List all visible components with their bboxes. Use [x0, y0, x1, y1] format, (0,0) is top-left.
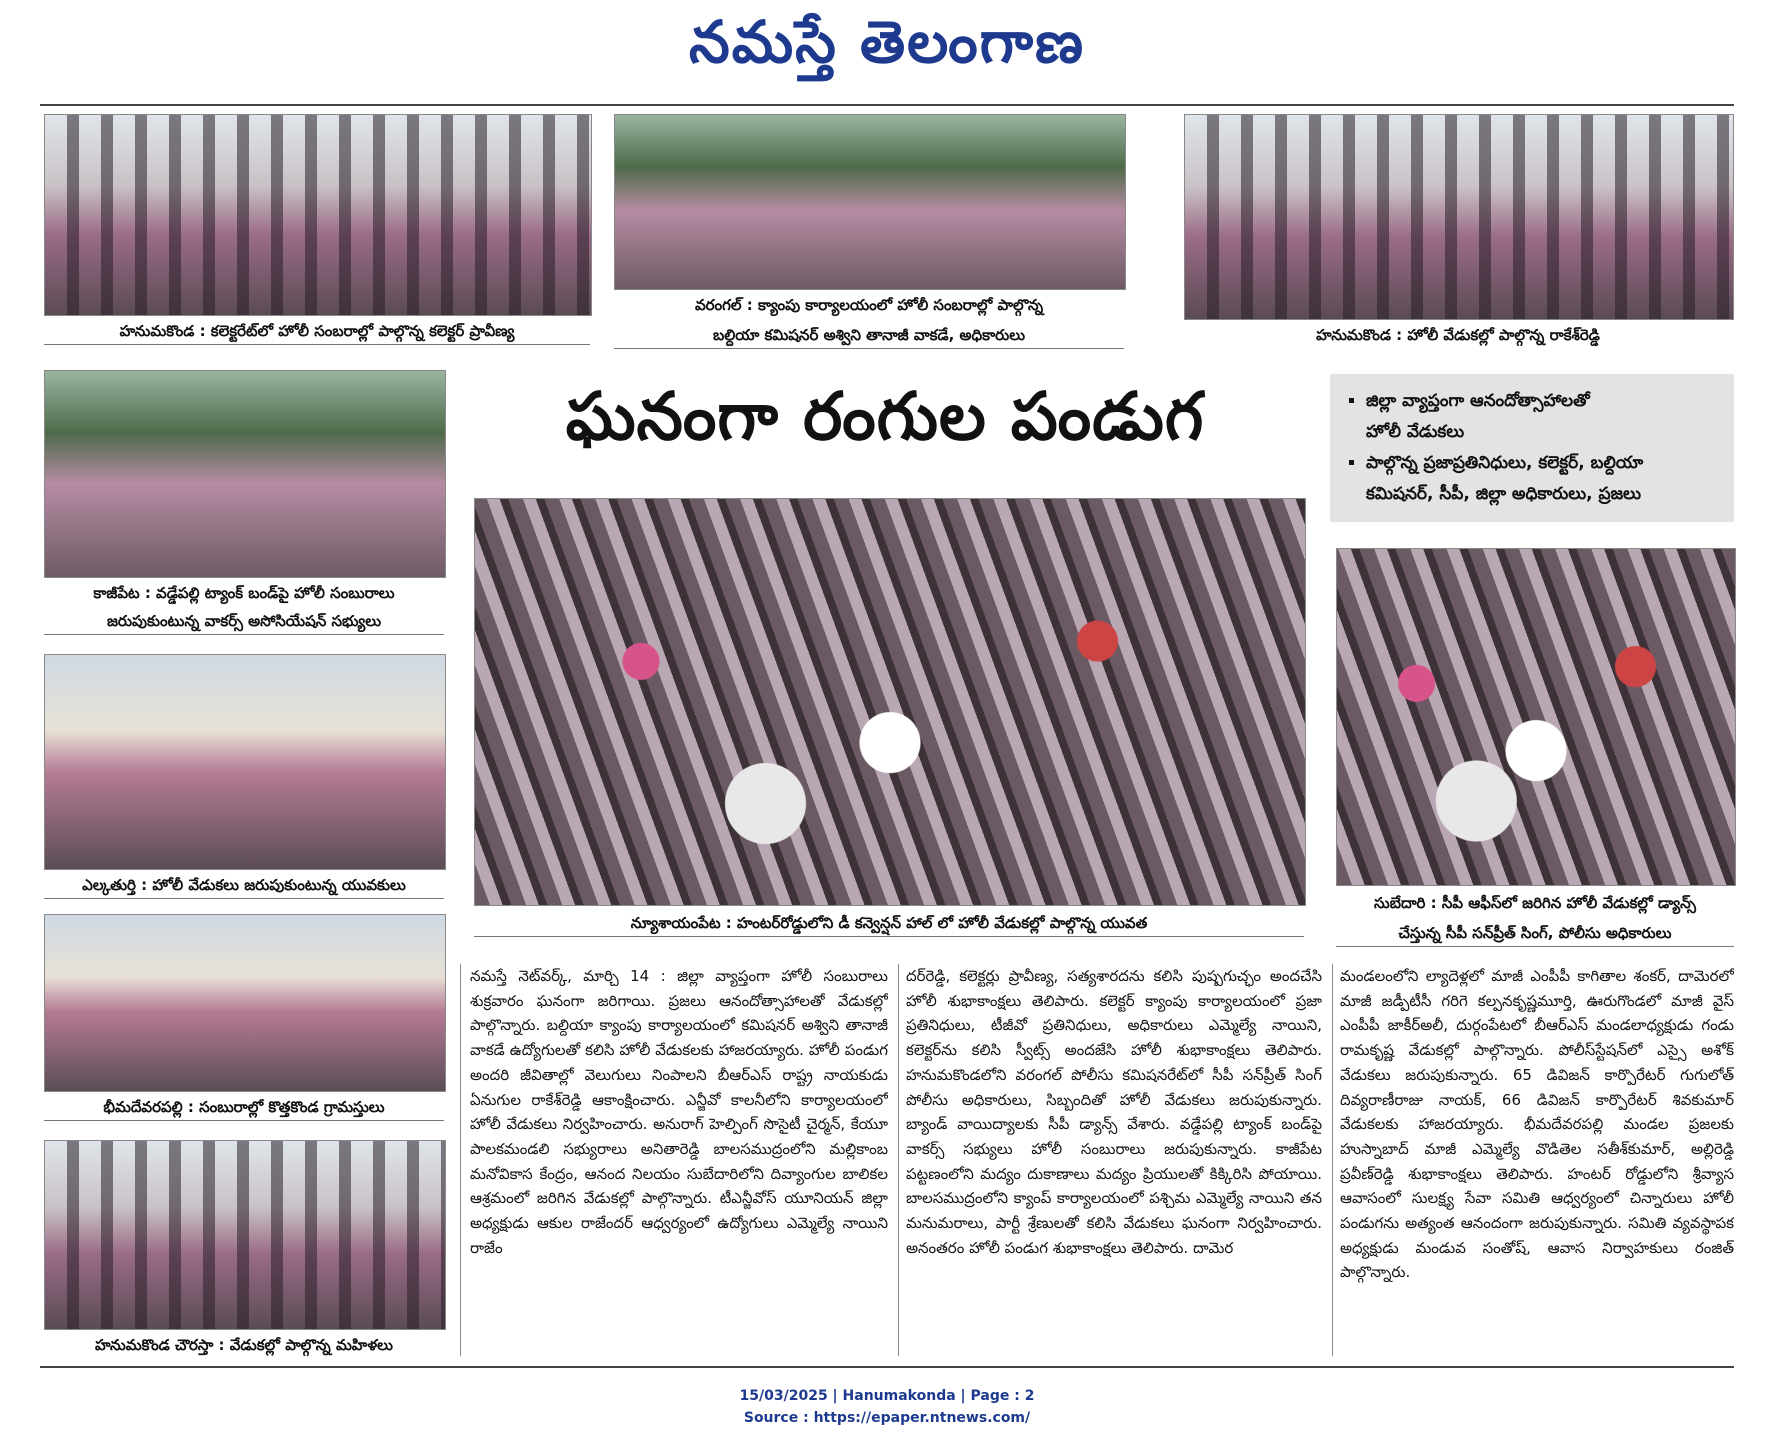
photo-elkathurthi: [44, 654, 446, 870]
caption-cp-office-line2: చేస్తున్న సీపీ సన్‌ప్రీత్ సింగ్, పోలీసు అధికారులు: [1336, 924, 1734, 947]
photo-hanumakonda-chowrasta: [44, 1140, 446, 1330]
photo-collectorate: [44, 114, 592, 316]
highlight-line: పాల్గొన్న ప్రజాప్రతినిధులు, కలెక్టర్, బల్దియా: [1366, 453, 1644, 473]
masthead-title: నమస్తే తెలంగాణ: [689, 8, 1085, 76]
photo-camp-office: [614, 114, 1126, 290]
caption-camp-office-line1: వరంగల్ : క్యాంపు కార్యాలయంలో హోలీ సంబరాల్లో పాల్గొన్న: [694, 296, 1044, 314]
footer-source: Source : https://epaper.ntnews.com/: [743, 1410, 1031, 1426]
photo-bheemadevarapalli: [44, 914, 446, 1092]
highlight-line: జిల్లా వ్యాప్తంగా ఆనందోత్సాహాలతో: [1366, 391, 1590, 411]
photo-d-convention-hall: [474, 498, 1306, 906]
column-divider: [898, 964, 899, 1356]
photo-rakesh-reddy: [1184, 114, 1734, 320]
highlights-box: [1330, 374, 1734, 522]
caption-bheemadevarapalli: భీమదేవరపల్లి : సంబురాల్లో కొత్తకొండ గ్రామస్తులు: [44, 1098, 444, 1121]
caption-cp-office-line1: సుబేదారి : సీపీ ఆఫీస్‌లో జరిగిన హోలీ వేడుకల్లో డ్యాన్స్: [1373, 894, 1697, 912]
photo-kazipet: [44, 370, 446, 578]
article-column-1: [470, 964, 888, 1360]
column-divider: [460, 964, 461, 1356]
column-divider: [1332, 964, 1333, 1356]
article-paragraph: దర్‌రెడ్డి, కలెక్టర్లు ప్రావీణ్య, సత్యశారదను కలిసి పుష్పగుచ్ఛం అందచేసి హోలీ శుభాకాంక్షలు తెలిపారు. కలెక్టర్ క్యాంపు కార్యాలయంలో ప్రజా ప్రతినిధులు, టీజీవో ప్రతినిధులు, అధికారులు ఎమ్మెల్యే నాయిని, కలెక్టర్‌ను కలిసి స్వీట్స్ అందజేసి హోలీ శుభాకాంక్షలు తెలిపారు. హనుమకొండలోని వరంగల్ పోలీసు కమిషనరేట్‌లో సీపీ సన్‌ప్రీత్ సింగ్ పోలీసు అధికారులు, సిబ్బందితో హోలీ వేడుకలు జరుపుకున్నారు. బ్యాండ్ వాయిద్యాలకు సీపీ డ్యాన్స్ వేశారు. వడ్డేపల్లి ట్యాంక్ బండ్‌పై వాకర్స్ సభ్యులు హోలీ సంబురాలు జరుపుకున్నారు. కాజీపేట పట్టణంలోని మద్యం దుకాణాలు మద్యం ప్రియులతో కిక్కిరిసి పోయాయి. బాలసముద్రంలోని క్యాంప్ కార్యాలయంలో పశ్చిమ ఎమ్మెల్యే నాయిని తన మనుమరాలు, పార్టీ శ్రేణులతో కలిసి వేడుకలు ఘనంగా నిర్వహించారు. అనంతరం హోలీ పండుగ శుభాకాంక్షలు తెలిపారు. దామెర: [906, 967, 1322, 1257]
masthead-rule: [40, 104, 1734, 106]
caption-d-convention-hall: న్యూశాయంపేట : హంటర్‌రోడ్డులోని డీ కన్వెన్షన్ హాల్ లో హోలీ వేడుకల్లో పాల్గొన్న యువత: [474, 914, 1304, 937]
article-paragraph: మండలంలోని ల్యాదెళ్లలో మాజీ ఎంపీపీ కాగితాల శంకర్, దామెరలో మాజీ జడ్పీటీసీ గరిగె కల్పనకృష్ణమూర్తి, ఊరుగొండలో మాజీ వైస్ ఎంపీపీ జాకీర్‌అలీ, దుర్గంపేటలో బీఆర్ఎస్ మండలాధ్యక్షుడు గండు రామకృష్ణ వేడుకల్లో పాల్గొన్నారు. పోలీస్‌స్టేషన్‌లో ఎస్సై అశోక్ వేడుకలు జరుపుకున్నారు. 65 డివిజన్ కార్పొరేటర్ గుగులోత్ దివ్యరాణీరాజు నాయక్, 66 డివిజన్ కార్పొరేటర్ శివకుమార్ వేడుకలకు హాజరయ్యారు. భీమదేవరపల్లి మండల ప్రజలకు హుస్నాబాద్ మాజీ ఎమ్మెల్యే వొడితెల సతీశ్‌కుమార్, అల్లిరెడ్డి ప్రవీణ్‌రెడ్డి శుభాకాంక్షలు తెలిపారు. హంటర్ రోడ్డులోని శ్రీవ్యాస ఆవాసంలో సులక్ష్య సేవా సమితి ఆధ్వర్యంలో చిన్నారులు హోలీ పండుగను అత్యంత ఆనందంగా జరుపుకున్నారు. సమితి వ్యవస్థాపక అధ్యక్షుడు మండువ సంతోష్, ఆవాస నిర్వాహకులు రంజిత్ పాల్గొన్నారు.: [1340, 967, 1734, 1282]
highlight-line: హోలీ వేడుకలు: [1366, 422, 1465, 442]
caption-hanumakonda-chowrasta: హనుమకొండ చౌరస్తా : వేడుకల్లో పాల్గొన్న మహిళలు: [95, 1336, 393, 1354]
footer-rule: [40, 1366, 1734, 1368]
highlight-line: కమిషనర్, సీపీ, జిల్లా అధికారులు, ప్రజలు: [1366, 484, 1641, 504]
caption-elkathurthi: ఎల్కతుర్తి : హోలీ వేడుకలు జరుపుకుంటున్న యువకులు: [44, 876, 444, 899]
caption-camp-office-line2: బల్దియా కమిషనర్ అశ్విని తానాజీ వాకడే, అధికారులు: [614, 326, 1124, 349]
caption-collectorate: హనుమకొండ : కలెక్టరేట్‌లో హోలీ సంబరాల్లో పాల్గొన్న కలెక్టర్ ప్రావీణ్య: [44, 322, 590, 345]
photo-cp-office: [1336, 548, 1736, 886]
article-paragraph: నమస్తే నెట్‌వర్క్, మార్చి 14 : జిల్లా వ్యాప్తంగా హోలీ సంబురాలు శుక్రవారం ఘనంగా జరిగాయి. ప్రజలు ఆనందోత్సాహాలతో వేడుకల్లో పాల్గొన్నారు. బల్దియా క్యాంపు కార్యాలయంలో కమిషనర్ అశ్విని తానాజీ వాకడే ఉద్యోగులతో కలిసి హోలీ వేడుకలకు హాజరయ్యారు. హోలీ పండుగ అందరి జీవితాల్లో వెలుగులు నింపాలని బీఆర్ఎస్ రాష్ట్ర నాయకుడు ఏనుగుల రాకేశ్‌రెడ్డి ఆకాంక్షించారు. ఎన్జీవో కాలనీలోని కార్యాలయంలో హోలీ వేడుకలు నిర్వహించారు. అనురాగ్ హెల్పింగ్ సొసైటీ చైర్మన్, కేయూ పాలకమండలి సభ్యురాలు అనితారెడ్డి బాలసముద్రంలోని మల్లికాంబ మనోవికాస కేంద్రం, ఆనంద నిలయం సుబేదారిలోని దివ్యాంగుల బాలికల ఆశ్రమంలో జరిగిన వేడుకల్లో పాల్గొన్నారు. టీఎన్జీవోస్ యూనియన్ జిల్లా అధ్యక్షుడు ఆకుల రాజేందర్ ఆధ్వర్యంలో ఉద్యోగులు ఎమ్మెల్యే నాయిని రాజేం: [470, 967, 888, 1257]
highlight-item: [1366, 448, 1720, 510]
caption-rakesh-reddy: హనుమకొండ : హోలీ వేడుకల్లో పాల్గొన్న రాకేశ్‌రెడ్డి: [1316, 326, 1600, 344]
caption-kazipet-line1: కాజీపేట : వడ్డేపల్లి ట్యాంక్ బండ్‌పై హోలీ సంబురాలు: [93, 584, 395, 602]
highlight-item: [1366, 386, 1720, 448]
article-column-2: [906, 964, 1322, 1360]
headline: ఘనంగా రంగుల పండుగ: [565, 378, 1205, 455]
footer-date-page: 15/03/2025 | Hanumakonda | Page : 2: [739, 1388, 1035, 1404]
caption-kazipet-line2: జరుపుకుంటున్న వాకర్స్ అసోసియేషన్ సభ్యులు: [44, 612, 444, 635]
article-column-3: [1340, 964, 1734, 1360]
